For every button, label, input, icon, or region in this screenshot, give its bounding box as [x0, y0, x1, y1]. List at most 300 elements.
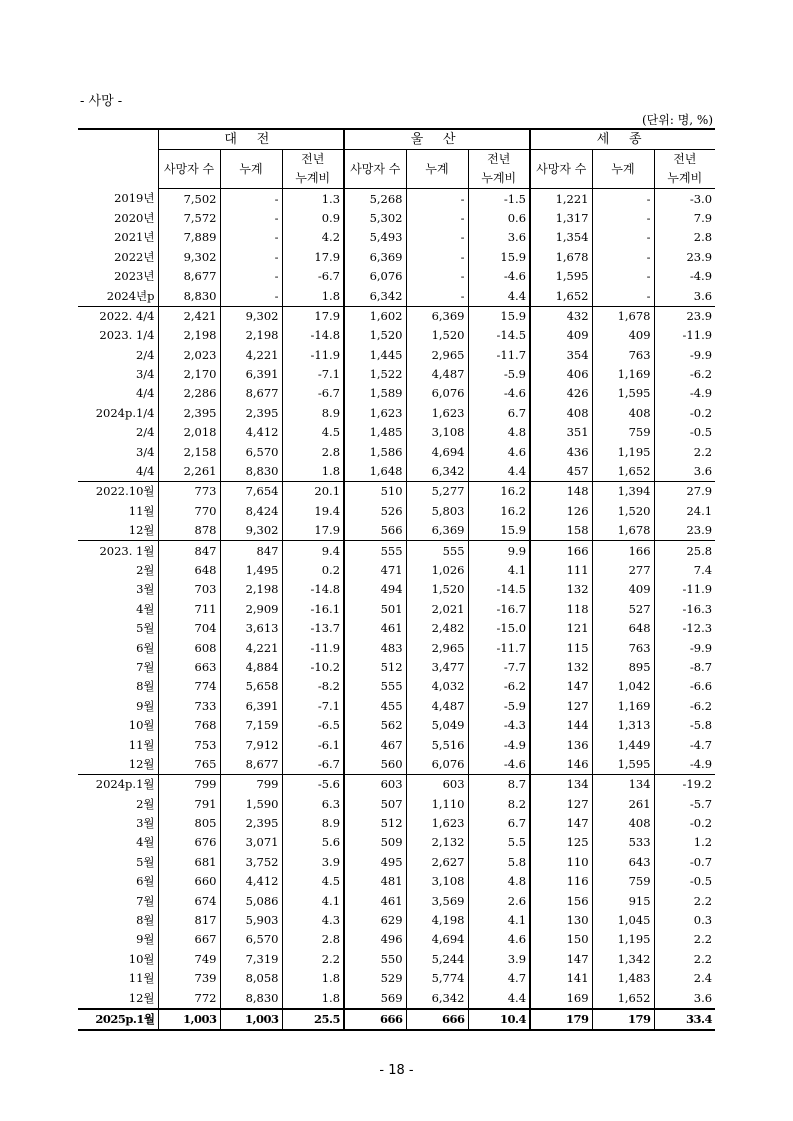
data-cell: 555 [344, 677, 406, 696]
data-cell: 2,909 [220, 600, 282, 619]
data-cell: 132 [530, 658, 592, 677]
data-cell: 1,623 [344, 404, 406, 423]
data-cell: 915 [592, 891, 654, 910]
table-row [78, 482, 715, 502]
data-cell: 6,342 [406, 462, 468, 482]
data-cell: 2,627 [406, 853, 468, 872]
subheader-cumulative: 누계 [220, 150, 282, 189]
data-cell: 676 [194, 835, 217, 850]
table-row [78, 423, 715, 442]
data-cell: 526 [344, 502, 406, 521]
data-cell: 156 [530, 891, 592, 910]
row-label: 2022. 4/4 [78, 306, 158, 326]
data-cell: 2.8 [654, 228, 715, 247]
data-cell: -16.1 [282, 600, 344, 619]
data-cell: 1,169 [592, 697, 654, 716]
data-cell: 3.6 [654, 988, 715, 1008]
data-cell: 7,159 [220, 716, 282, 735]
data-cell: 144 [530, 716, 592, 735]
data-cell: 1.3 [282, 189, 344, 209]
data-cell: - [220, 189, 282, 209]
subheader-deaths: 사망자 수 [530, 150, 592, 189]
data-cell: - [220, 248, 282, 267]
data-cell: 481 [344, 872, 406, 891]
data-cell: 674 [194, 893, 217, 908]
table-row [78, 814, 715, 833]
data-cell: 507 [344, 795, 406, 814]
data-cell: 6,076 [344, 267, 406, 286]
data-cell: -4.9 [654, 384, 715, 403]
data-cell: 130 [530, 911, 592, 930]
table-row [78, 462, 715, 482]
data-cell: 847 [158, 541, 220, 561]
data-cell: 510 [344, 482, 406, 502]
data-cell: 1,449 [592, 735, 654, 754]
data-cell: 667 [194, 932, 217, 947]
data-cell: 2,261 [183, 464, 217, 479]
data-cell: 753 [194, 737, 217, 752]
data-cell: 512 [344, 658, 406, 677]
table-row [78, 502, 715, 521]
data-cell: - [406, 209, 468, 228]
data-cell: 5,302 [344, 209, 406, 228]
data-cell: 527 [592, 600, 654, 619]
data-cell: 5,774 [406, 969, 468, 988]
data-cell: 660 [194, 874, 217, 889]
data-cell: 150 [530, 930, 592, 949]
data-cell: 4.5 [282, 423, 344, 442]
data-cell: 8,830 [220, 988, 282, 1008]
data-cell: 4,221 [220, 346, 282, 365]
data-cell: 3.6 [468, 228, 530, 247]
data-cell: -13.7 [282, 619, 344, 638]
data-cell: 6.7 [468, 814, 530, 833]
data-cell: 6,570 [220, 442, 282, 461]
data-cell: 6.7 [468, 404, 530, 423]
data-cell: 1.8 [282, 286, 344, 306]
data-cell: 1,520 [344, 326, 406, 345]
data-cell: - [592, 228, 654, 247]
data-cell: 17.9 [282, 521, 344, 541]
data-cell: -7.1 [282, 697, 344, 716]
data-cell: 1,652 [530, 286, 592, 306]
data-cell: 7,319 [220, 950, 282, 969]
data-cell: -0.5 [654, 423, 715, 442]
data-cell: 1,042 [592, 677, 654, 696]
subheader-row [78, 150, 715, 189]
data-cell: 432 [530, 306, 592, 326]
data-cell: 4,487 [406, 697, 468, 716]
data-cell: 2,395 [183, 405, 217, 420]
data-cell: 5,516 [406, 735, 468, 754]
data-cell: 4.2 [282, 228, 344, 247]
row-label: 7월 [78, 658, 158, 677]
data-cell: 1,590 [220, 795, 282, 814]
table-row [78, 209, 715, 228]
data-cell: 817 [194, 913, 217, 928]
death-statistics-table [78, 128, 715, 1031]
data-cell: 15.9 [468, 521, 530, 541]
data-cell: 566 [344, 521, 406, 541]
data-cell: -6.2 [654, 365, 715, 384]
row-label: 2월 [78, 795, 158, 814]
data-cell: 8.9 [282, 404, 344, 423]
data-cell: 733 [194, 698, 217, 713]
data-cell: 436 [530, 442, 592, 461]
row-label: 4/4 [78, 462, 158, 482]
data-cell: 1,317 [530, 209, 592, 228]
data-cell: 5.5 [468, 833, 530, 852]
table-row [78, 755, 715, 775]
data-cell: -15.0 [468, 619, 530, 638]
data-cell: 6,391 [220, 697, 282, 716]
data-cell: 455 [344, 697, 406, 716]
data-cell: 555 [344, 541, 406, 561]
data-cell: 5,493 [344, 228, 406, 247]
data-cell: 166 [592, 541, 654, 561]
table-row [78, 541, 715, 561]
data-cell: - [220, 286, 282, 306]
data-cell: -14.8 [282, 580, 344, 599]
data-cell: 0.9 [282, 209, 344, 228]
table-row [78, 930, 715, 949]
data-cell: 261 [592, 795, 654, 814]
table-row [78, 716, 715, 735]
data-cell: 765 [194, 756, 217, 771]
data-cell: 3,569 [406, 891, 468, 910]
data-cell: 6,076 [406, 755, 468, 775]
data-cell: 127 [530, 697, 592, 716]
data-cell: -12.3 [654, 619, 715, 638]
table-row [78, 988, 715, 1008]
data-cell: 116 [530, 872, 592, 891]
data-cell: - [592, 248, 654, 267]
row-label: 4월 [78, 833, 158, 852]
data-cell: 1,602 [344, 306, 406, 326]
data-cell: 17.9 [282, 248, 344, 267]
data-cell: 408 [530, 404, 592, 423]
row-label: 2022.10월 [78, 482, 158, 502]
data-cell: - [406, 248, 468, 267]
subheader-cumulative: 누계 [592, 150, 654, 189]
row-label: 2023. 1월 [78, 541, 158, 561]
data-cell: 759 [592, 423, 654, 442]
data-cell: -5.8 [654, 716, 715, 735]
data-cell: 277 [592, 561, 654, 580]
region-header-daejeon: 대 전 [158, 129, 344, 150]
row-label: 8월 [78, 911, 158, 930]
data-cell: 2,158 [183, 444, 217, 459]
data-cell: 550 [344, 950, 406, 969]
data-cell: 426 [530, 384, 592, 403]
data-cell: 179 [530, 1009, 592, 1030]
data-cell: 110 [530, 853, 592, 872]
data-cell: -11.9 [654, 326, 715, 345]
data-cell: 2,198 [183, 328, 217, 343]
data-cell: 27.9 [654, 482, 715, 502]
row-label: 2/4 [78, 346, 158, 365]
table-row [78, 580, 715, 599]
unit-label: (단위: 명, %) [641, 113, 713, 127]
data-cell: 3,071 [220, 833, 282, 852]
data-cell: -8.7 [654, 658, 715, 677]
data-cell: 847 [220, 541, 282, 561]
data-cell: 8,830 [220, 462, 282, 482]
data-cell: 529 [344, 969, 406, 988]
row-label: 2023. 1/4 [78, 326, 158, 345]
data-cell: 3,108 [406, 423, 468, 442]
data-cell: - [220, 228, 282, 247]
data-cell: 1,313 [592, 716, 654, 735]
data-cell: 495 [344, 853, 406, 872]
data-cell: 2,395 [220, 404, 282, 423]
data-cell: 5,268 [344, 189, 406, 209]
data-cell: -16.7 [468, 600, 530, 619]
data-cell: - [406, 267, 468, 286]
data-cell: 799 [220, 775, 282, 795]
data-cell: 2,286 [183, 386, 217, 401]
data-cell: 457 [530, 462, 592, 482]
data-cell: 805 [194, 816, 217, 831]
data-cell: 3,613 [220, 619, 282, 638]
data-cell: -9.9 [654, 638, 715, 657]
data-cell: -14.8 [282, 326, 344, 345]
data-cell: -6.7 [282, 755, 344, 775]
data-cell: 629 [344, 911, 406, 930]
table-row [78, 326, 715, 345]
table-row [78, 306, 715, 326]
data-cell: -6.2 [468, 677, 530, 696]
data-cell: 2.8 [282, 930, 344, 949]
data-cell: 763 [592, 346, 654, 365]
data-cell: 408 [592, 404, 654, 423]
data-cell: -6.6 [654, 677, 715, 696]
data-cell: 5,658 [220, 677, 282, 696]
data-cell: 1,195 [592, 930, 654, 949]
data-cell: 666 [406, 1009, 468, 1030]
data-cell: -7.1 [282, 365, 344, 384]
data-cell: 351 [530, 423, 592, 442]
table-row [78, 677, 715, 696]
data-cell: 6,369 [406, 521, 468, 541]
data-cell: 1,195 [592, 442, 654, 461]
data-cell: 4.5 [282, 872, 344, 891]
data-cell: 509 [344, 833, 406, 852]
data-cell: 4,198 [406, 911, 468, 930]
data-cell: -0.5 [654, 872, 715, 891]
data-cell: - [592, 189, 654, 209]
row-label: 10월 [78, 950, 158, 969]
data-cell: 2.2 [654, 930, 715, 949]
data-cell: -7.7 [468, 658, 530, 677]
data-cell: 799 [158, 775, 220, 795]
data-cell: 2,021 [406, 600, 468, 619]
data-cell: 5.6 [282, 833, 344, 852]
data-cell: 4.1 [468, 561, 530, 580]
table-row [78, 404, 715, 423]
data-cell: 1,678 [592, 306, 654, 326]
data-cell: 2.2 [654, 442, 715, 461]
row-label: 3월 [78, 580, 158, 599]
data-cell: 24.1 [654, 502, 715, 521]
data-cell: 471 [344, 561, 406, 580]
data-cell: 2.2 [654, 950, 715, 969]
data-cell: 4.8 [468, 423, 530, 442]
data-cell: 169 [530, 988, 592, 1008]
row-label: 8월 [78, 677, 158, 696]
data-cell: 1.8 [282, 462, 344, 482]
table-row [78, 911, 715, 930]
data-cell: 555 [406, 541, 468, 561]
data-cell: -6.1 [282, 735, 344, 754]
data-cell: 1,003 [220, 1009, 282, 1030]
data-cell: - [406, 286, 468, 306]
data-cell: 1,678 [530, 248, 592, 267]
data-cell: 2,132 [406, 833, 468, 852]
page-number: - 18 - [379, 1063, 414, 1078]
table-row [78, 248, 715, 267]
data-cell: -10.2 [282, 658, 344, 677]
data-cell: 770 [194, 503, 217, 518]
data-cell: 4.1 [468, 911, 530, 930]
data-cell: -8.2 [282, 677, 344, 696]
data-cell: 136 [530, 735, 592, 754]
data-cell: 0.3 [654, 911, 715, 930]
data-cell: 15.9 [468, 248, 530, 267]
data-cell: -4.3 [468, 716, 530, 735]
data-cell: 134 [530, 775, 592, 795]
data-cell: -14.5 [468, 326, 530, 345]
data-cell: -11.7 [468, 638, 530, 657]
data-cell: 2,965 [406, 346, 468, 365]
data-cell: 8,677 [220, 755, 282, 775]
table-row [78, 189, 715, 209]
row-label: 2021년 [78, 228, 158, 247]
table-row [78, 384, 715, 403]
row-label: 9월 [78, 930, 158, 949]
data-cell: 1,623 [406, 404, 468, 423]
data-cell: 25.8 [654, 541, 715, 561]
data-cell: 4,032 [406, 677, 468, 696]
data-cell: 15.9 [468, 306, 530, 326]
row-label: 2025p.1월 [78, 1009, 158, 1030]
row-label: 12월 [78, 521, 158, 541]
data-cell: 704 [194, 621, 217, 636]
data-cell: -11.9 [282, 638, 344, 657]
data-cell: 7,502 [183, 191, 217, 206]
data-cell: 4,487 [406, 365, 468, 384]
data-cell: 2.4 [654, 969, 715, 988]
data-cell: 134 [592, 775, 654, 795]
data-cell: 4.6 [468, 442, 530, 461]
row-label: 6월 [78, 872, 158, 891]
data-cell: 1,520 [406, 580, 468, 599]
subheader-deaths: 사망자 수 [158, 150, 220, 189]
data-cell: -6.7 [282, 267, 344, 286]
data-cell: 2,170 [183, 367, 217, 382]
table-row [78, 833, 715, 852]
data-cell: 8,677 [183, 269, 217, 284]
subheader-yoy: 전년 누계비 [282, 150, 344, 189]
data-cell: 1,520 [406, 326, 468, 345]
data-cell: 6,369 [344, 248, 406, 267]
data-cell: 17.9 [282, 306, 344, 326]
data-cell: 2,965 [406, 638, 468, 657]
data-cell: 9,302 [220, 521, 282, 541]
data-cell: 4.4 [468, 988, 530, 1008]
data-cell: -0.2 [654, 814, 715, 833]
data-cell: 5,049 [406, 716, 468, 735]
table-row [78, 872, 715, 891]
data-cell: -4.9 [468, 735, 530, 754]
data-cell: 126 [530, 502, 592, 521]
data-cell: 0.2 [282, 561, 344, 580]
data-cell: 2.8 [282, 442, 344, 461]
row-label: 6월 [78, 638, 158, 657]
data-cell: 1,595 [592, 755, 654, 775]
table-row [78, 267, 715, 286]
data-cell: 648 [592, 619, 654, 638]
data-cell: 533 [592, 833, 654, 852]
data-cell: 1,394 [592, 482, 654, 502]
data-cell: 2,198 [220, 326, 282, 345]
data-cell: 501 [344, 600, 406, 619]
data-cell: -6.2 [654, 697, 715, 716]
data-cell: 8.9 [282, 814, 344, 833]
data-cell: 3,108 [406, 872, 468, 891]
data-cell: 148 [530, 482, 592, 502]
data-cell: 9.9 [468, 541, 530, 561]
data-cell: 4,221 [220, 638, 282, 657]
data-cell: - [592, 209, 654, 228]
table-row [78, 600, 715, 619]
data-cell: - [592, 286, 654, 306]
data-cell: 166 [530, 541, 592, 561]
data-cell: 8,677 [220, 384, 282, 403]
data-cell: 3,752 [220, 853, 282, 872]
row-label: 2023년 [78, 267, 158, 286]
data-cell: 569 [344, 988, 406, 1008]
data-cell: 648 [194, 563, 217, 577]
data-cell: - [406, 228, 468, 247]
data-cell: 23.9 [654, 306, 715, 326]
data-cell: 1,221 [530, 189, 592, 209]
row-label: 12월 [78, 755, 158, 775]
data-cell: -4.9 [654, 755, 715, 775]
data-cell: 7,889 [183, 230, 217, 245]
data-cell: 4.6 [468, 930, 530, 949]
subheader-deaths: 사망자 수 [344, 150, 406, 189]
table-row [78, 228, 715, 247]
data-cell: 141 [530, 969, 592, 988]
data-cell: 8.2 [468, 795, 530, 814]
data-cell: -4.9 [654, 267, 715, 286]
data-cell: 768 [194, 718, 217, 733]
row-label: 10월 [78, 716, 158, 735]
data-cell: 19.4 [282, 502, 344, 521]
row-label: 2024년p [78, 286, 158, 306]
data-cell: 666 [344, 1009, 406, 1030]
data-cell: 496 [344, 930, 406, 949]
row-label: 3월 [78, 814, 158, 833]
data-cell: 711 [194, 601, 217, 616]
data-cell: 512 [344, 814, 406, 833]
data-cell: 878 [194, 523, 217, 538]
region-header-sejong: 세 종 [530, 129, 715, 150]
table-row [78, 658, 715, 677]
data-cell: 4.4 [468, 462, 530, 482]
table-row [78, 735, 715, 754]
